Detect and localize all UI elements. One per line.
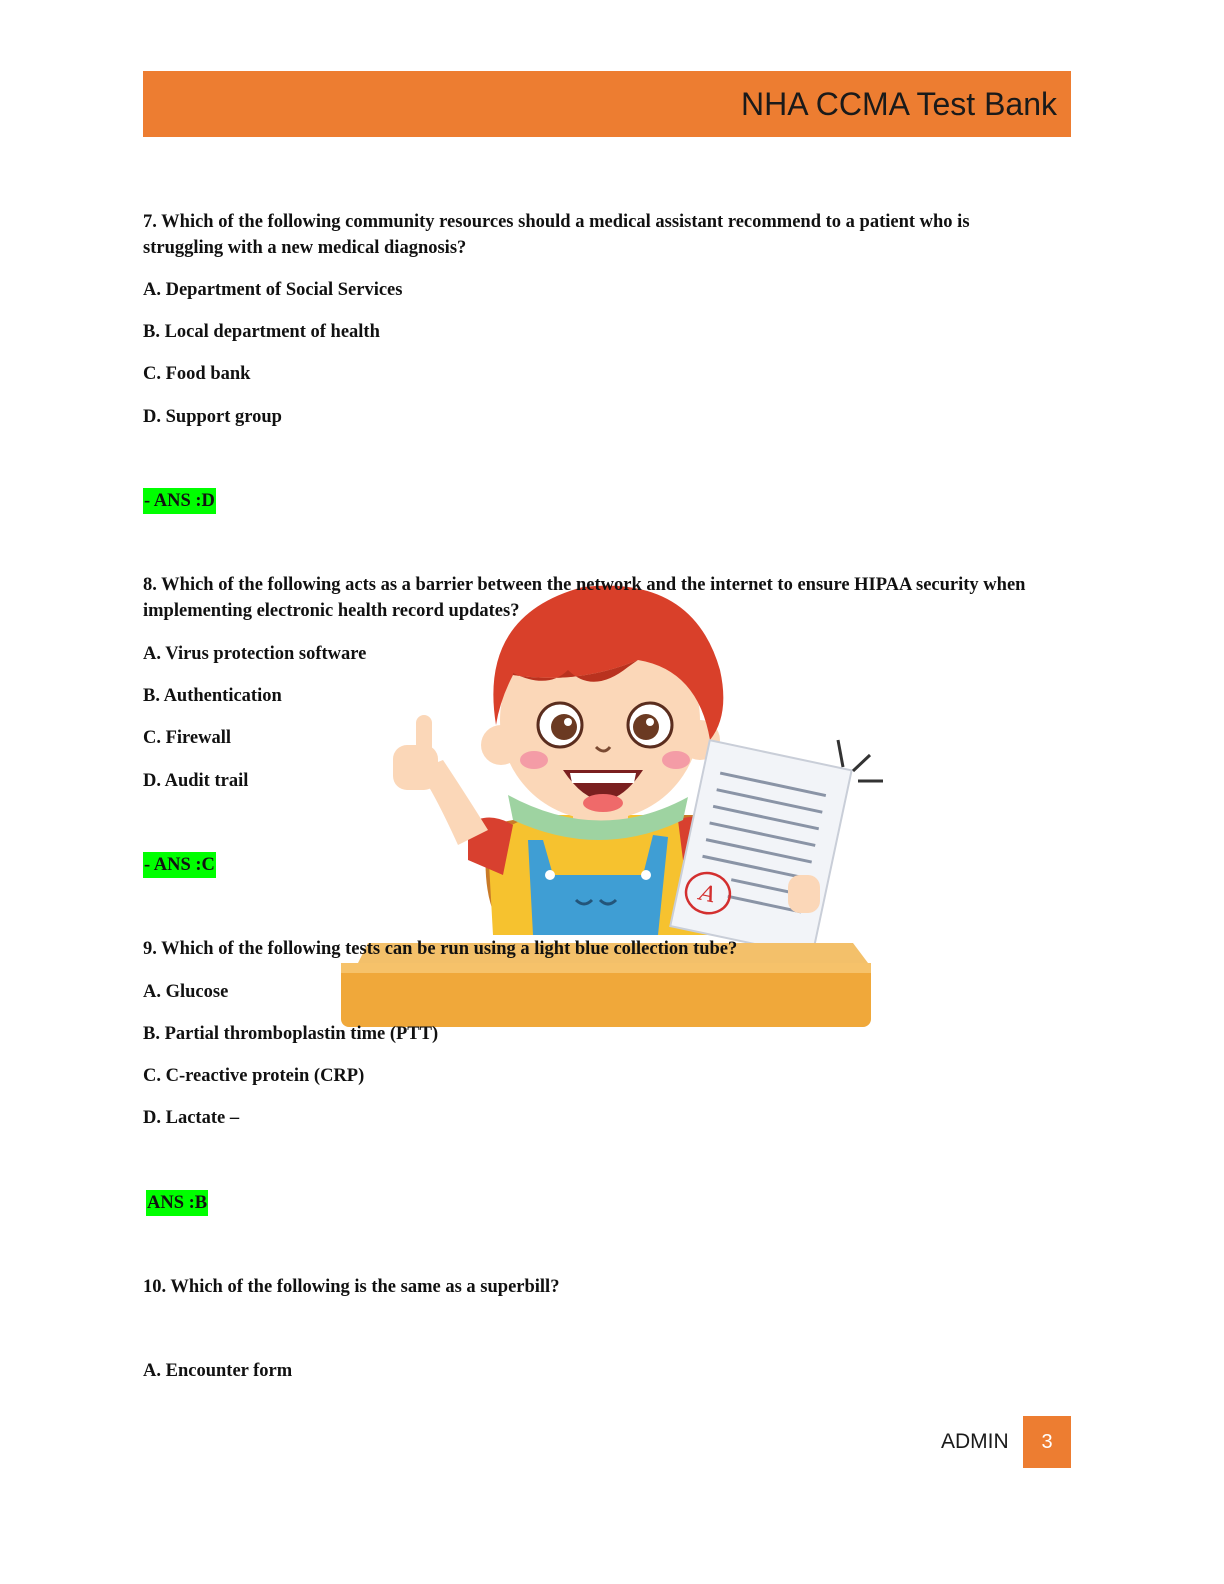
child-thumbs-up-illustration xyxy=(338,575,888,1035)
answer-option: D. Lactate – xyxy=(143,1108,240,1128)
question-text: 7. Which of the following community resources should a medical assistant recommend to a patient who is struggling with a new medical diagnosis? xyxy=(143,212,970,258)
svg-text:A: A xyxy=(697,880,719,909)
answer-key-highlight: - ANS :D xyxy=(143,488,216,514)
header-bar xyxy=(143,71,1071,137)
answer-key-highlight: - ANS :C xyxy=(143,852,216,878)
answer-option: B. Authentication xyxy=(143,686,282,706)
answer-option: B. Local department of health xyxy=(143,322,380,342)
question-text: 8. Which of the following acts as a barrier between the network and the internet to ensure HIPAA security when implementing electronic health record updates? xyxy=(143,575,1026,621)
answer-option: A. Virus protection software xyxy=(143,644,367,664)
answer-key-highlight: ANS :B xyxy=(146,1190,208,1216)
answer-option: C. Food bank xyxy=(143,364,251,384)
answer-option: D. Support group xyxy=(143,407,282,427)
question-text: 10. Which of the following is the same as a superbill? xyxy=(143,1277,560,1297)
answer-option: B. Partial thromboplastin time (PTT) xyxy=(143,1024,439,1044)
page-title: NHA CCMA Test Bank xyxy=(741,86,1057,122)
answer-option: A. Department of Social Services xyxy=(143,280,403,300)
answer-option: A. Glucose xyxy=(143,982,229,1002)
answer-option: D. Audit trail xyxy=(143,771,249,791)
answer-option: A. Encounter form xyxy=(143,1361,293,1381)
question-text: 9. Which of the following tests can be run using a light blue collection tube? xyxy=(143,939,738,959)
answer-option: C. C-reactive protein (CRP) xyxy=(143,1066,365,1086)
answer-option: C. Firewall xyxy=(143,728,232,748)
page-number: 3 xyxy=(1023,1416,1071,1468)
footer-label: ADMIN xyxy=(941,1430,1009,1453)
